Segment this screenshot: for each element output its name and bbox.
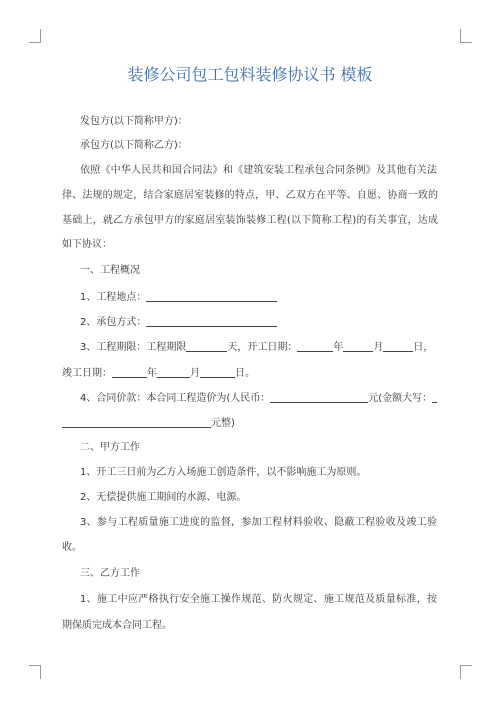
site-line — [80, 291, 277, 304]
preamble-line-2: 律、法规的规定，结合家庭居室装修的特点，甲、乙双方在平等、自愿、协商一致的 — [62, 190, 438, 201]
blank-line — [112, 367, 147, 378]
section-3-heading: 三、乙方工作 — [80, 568, 140, 579]
contract-mode-label: 2、承包方式： — [80, 317, 147, 328]
end-month-unit: 月 — [190, 368, 200, 379]
section-2-heading: 二、甲方工作 — [80, 442, 140, 453]
blank-line — [343, 341, 373, 352]
price-line-1 — [80, 392, 437, 405]
preamble-line-1: 依照《中华人民共和国合同法》和《建筑安装工程承包合同条例》及其他有关法 — [80, 165, 437, 176]
end-day-unit: 日。 — [235, 368, 255, 379]
days-unit: 天，开工日期： — [227, 342, 298, 353]
section-2-item-3-line-2: 收。 — [62, 542, 82, 553]
period-label: 3、工程期限：工程期限 — [80, 342, 187, 353]
crop-mark-top-right — [460, 29, 472, 43]
end-year-unit: 年 — [147, 368, 157, 379]
blank-line — [146, 316, 277, 327]
period-line — [80, 341, 433, 354]
blank-line — [62, 417, 211, 428]
price-yuan-label: 元(金额大写： — [368, 393, 433, 404]
crop-mark-bottom-left — [29, 665, 41, 679]
price-line-2 — [62, 417, 235, 430]
section-1-heading: 一、工程概况 — [80, 265, 140, 276]
start-month-unit: 月 — [373, 342, 384, 353]
blank-line — [297, 341, 333, 352]
price-end-text: 元整) — [211, 418, 235, 429]
preamble-line-4: 如下协议： — [62, 239, 112, 250]
contract-mode-line — [80, 316, 277, 329]
blank-line — [383, 341, 413, 352]
blank-line — [186, 341, 227, 352]
blank-line — [432, 392, 437, 403]
section-2-item-2: 2、无偿提供施工期间的水源、电源。 — [80, 492, 247, 503]
price-label: 4、合同价款：本合同工程造价为(人民币： — [80, 393, 271, 404]
completion-line — [62, 367, 255, 380]
party-b-line: 承包方(以下简称乙方)： — [80, 140, 188, 151]
section-3-item-1-line-2: 期保质完成本合同工程。 — [62, 620, 172, 631]
document-title: 装修公司包工包料装修协议书 模板 — [127, 65, 373, 84]
section-2-item-3-line-1: 3、参与工程质量施工进度的监督，参加工程材料验收、隐蔽工程验收及竣工验 — [80, 517, 437, 528]
blank-line — [157, 367, 190, 378]
blank-line — [200, 367, 235, 378]
start-year-unit: 年 — [333, 342, 344, 353]
section-3-item-1-line-1: 1、施工中应严格执行安全施工操作规范、防火规定、施工规范及质量标准，按 — [80, 594, 437, 605]
section-2-item-1: 1、开工三日前为乙方入场施工创造条件，以不影响施工为原则。 — [80, 467, 367, 478]
completion-label: 竣工日期： — [62, 368, 112, 379]
crop-mark-bottom-right — [460, 665, 472, 679]
crop-mark-top-left — [29, 29, 41, 43]
start-day-unit: 日， — [413, 342, 434, 353]
blank-line — [270, 392, 368, 403]
party-a-line: 发包方(以下简称甲方)： — [80, 116, 188, 127]
site-label: 1、工程地点： — [80, 292, 147, 303]
preamble-line-3: 基础上，就乙方承包甲方的家庭居室装饰装修工程(以下简称工程)的有关事宜，达成 — [62, 215, 438, 226]
blank-line — [146, 291, 277, 302]
